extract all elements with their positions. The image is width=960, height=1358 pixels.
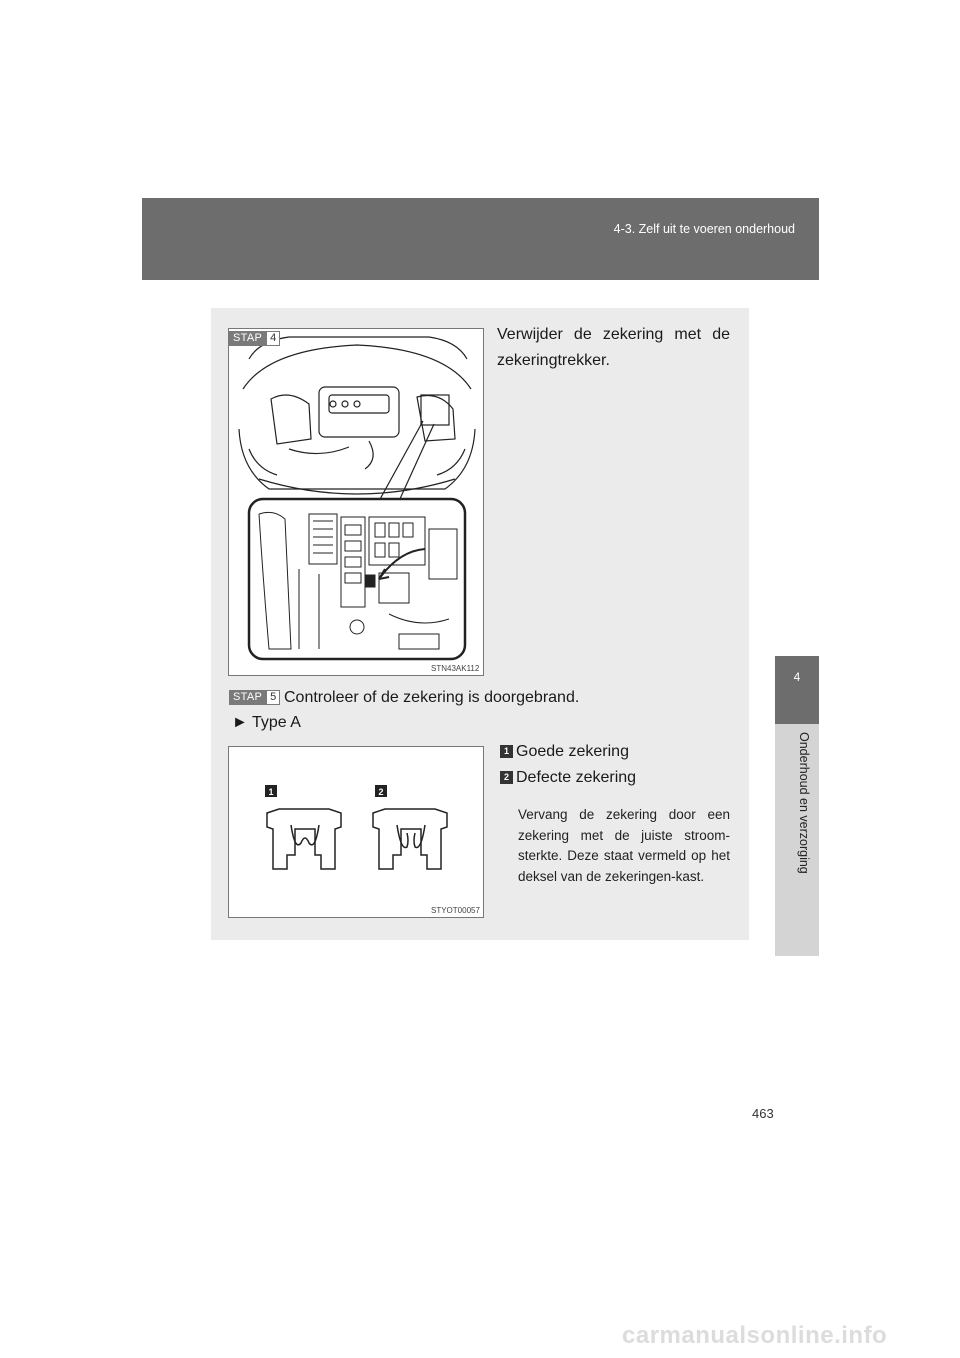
step-4-word: STAP — [229, 331, 266, 346]
chapter-title: Onderhoud en verzorging — [797, 732, 811, 874]
step-5-instruction: Controleer of de zekering is doorgebrand. — [284, 689, 580, 706]
watermark: carmanualsonline.info — [622, 1322, 888, 1349]
fuse-drawing — [229, 747, 484, 918]
step-5-badge — [229, 690, 280, 705]
engine-bay-drawing — [229, 329, 484, 676]
legend-label-1: Goede zekering — [516, 743, 629, 760]
legend-item-1 — [500, 739, 730, 765]
section-title: 4-3. Zelf uit te voeren onderhoud — [613, 222, 795, 236]
svg-text:1: 1 — [268, 787, 274, 797]
step-5-word: STAP — [229, 690, 266, 705]
header-bar — [142, 198, 819, 280]
chapter-tab — [775, 656, 819, 724]
legend-number-2: 2 — [500, 771, 513, 784]
fuse-note: Vervang de zekering door een zekering met de juiste stroom-sterkte. Deze staat vermeld op het deksel van de zekeringen-kast. — [518, 807, 730, 884]
svg-text:2: 2 — [378, 787, 384, 797]
chapter-number: 4 — [793, 670, 801, 684]
legend-label-2: Defecte zekering — [516, 769, 637, 786]
page-number: 463 — [752, 1106, 774, 1121]
legend-number-1: 1 — [500, 745, 513, 758]
step-4-number: 4 — [266, 331, 280, 346]
step-4-instruction: Verwijder de zekering met de zekeringtrekker. — [497, 326, 730, 369]
step-5-number: 5 — [266, 690, 280, 705]
type-label: ► Type A — [232, 714, 301, 731]
fuse-illustration — [228, 746, 484, 918]
step-5-image-code: STYOT00057 — [431, 906, 480, 915]
legend-item-2 — [500, 765, 730, 791]
step-4-image-code: STN43AK112 — [431, 664, 480, 673]
step-4-badge — [229, 331, 280, 346]
engine-bay-illustration — [228, 328, 484, 676]
